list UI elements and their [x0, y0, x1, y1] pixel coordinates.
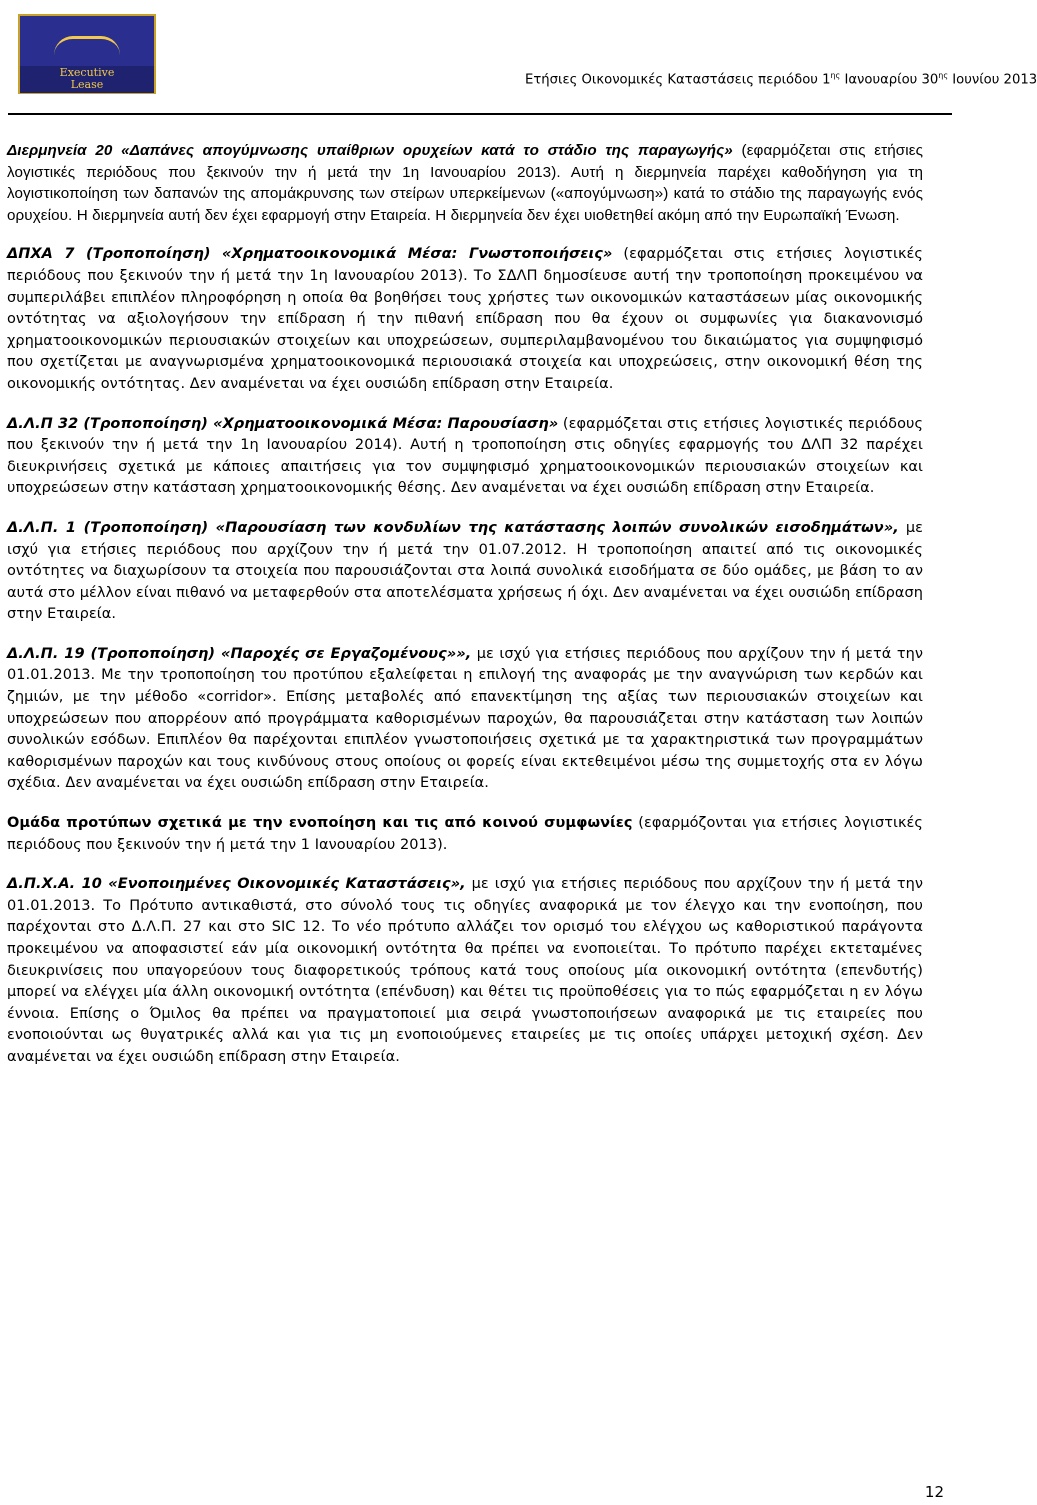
- paragraph-ifrs-7: ΔΠΧΑ 7 (Τροποποίηση) «Χρηματοοικονομικά Μέσα: Γνωστοποιήσεις» (εφαρμόζεται στις ετήσιες λογιστικές περιόδους που ξεκινούν την ή μετά την 1η Ιανουαρίου 2013). Το ΣΔΛΠ δημοσίευσε αυτή την τροποποίηση προκειμένου να συμπεριλάβει επιπλέον πληροφόρηση η οποία θα βοηθήσει τους χρήστες των οικονομικών καταστάσεων μίας οικονομικής οντότητας να αξιολογήσουν την επίδραση ή την πιθανή επίδραση που θα έχουν οι συμφωνίες για διακανονισμό χρηματοοικονομικών περιουσιακών στοιχείων και υποχρεώσεων, συμπεριλαμβανομένου του δικαιώματος για συμψηφισμό που σχετίζεται με αναγνωρισμένα χρηματοοικονομικά περιουσιακά στοιχεία και υποχρεώσεις, στην οικονομική θέση της οικονομικής οντότητας. Δεν αναμένεται να έχει ουσιώδη επίδραση στην Εταιρεία.: [7, 246, 923, 392]
- paragraph-ias-19: Δ.Λ.Π. 19 (Τροποποίηση) «Παροχές σε Εργαζομένους»», με ισχύ για ετήσιες περιόδους που αρχίζουν την ή μετά την 01.01.2013. Με την τροποποίηση του προτύπου εξαλείφεται η επιλογή της αναφοράς με την αναγνώριση των κερδών και ζημιών, με την μέθοδο «corridor». Επίσης μεταβολές από επανεκτίμηση της αξίας των περιουσιακών στοιχείων και υποχρεώσεων που απορρέουν από προγράμματα καθορισμένων παροχών, θα παρουσιάζεται στην κατάσταση των λοιπών συνολικών εσόδων. Επιπλέον θα παρέχονται επιπλέον γνωστοποιήσεις σχετικά με τα χαρακτηριστικά των προγραμμάτων καθορισμένων παροχών και τους κινδύνους στους οποίους οι φορείς είναι εκτεθειμένοι μέσω της συμμετοχής στα εν λόγω σχέδια. Δεν αναμένεται να έχει ουσιώδη επίδραση στην Εταιρεία.: [7, 645, 924, 792]
- paragraph-ifrs-10: Δ.Π.Χ.Α. 10 «Ενοποιημένες Οικονομικές Καταστάσεις», με ισχύ για ετήσιες περιόδους που αρχίζουν την ή μετά την 01.01.2013. Το Πρότυπο αντικαθιστά, στο σύνολό τους τις οδηγίες αναφορικά με τον έλεγχο και την ενοποίηση, που παρέχονται στο Δ.Λ.Π. 27 και στο SIC 12. Το νέο πρότυπο αλλάζει τον ορισμό του ελέγχου ως καθοριστικού παράγοντα προκειμένου να αποφασιστεί εάν μία οικονομική οντότητα θα πρέπει να ενοποιείται. Το πρότυπο παρέχει εκτεταμένες διευκρινίσεις που υπαγορεύουν τους διαφορετικούς τρόπους κατά τους οποίους μία οικονομική οντότητα (επενδυτής) μπορεί να ελέγχει μία άλλη οικονομική οντότητα (επένδυση) και θέτει τις προϋποθέσεις για το πώς εφαρμόζεται η εν λόγω έννοια. Επίσης ο Όμιλος θα πρέπει να πραγματοποιεί μια σειρά γνωστοποιήσεων αναφορικά με τις εταιρείες που ενοποιούνται ως θυγατρικές αλλά και για τις μη ενοποιούμενες εταιρείες με τις οποίες υπάρχει μετοχική σχέση. Δεν αναμένεται να έχει ουσιώδη επίδραση στην Εταιρεία.: [7, 876, 923, 1065]
- paragraph-consolidation-group: Ομάδα προτύπων σχετικά με την ενοποίηση και τις από κοινού συμφωνίες (εφαρμόζονται για ετήσιες λογιστικές περιόδους που ξεκινούν την ή μετά την 1 Ιανουαρίου 2013).: [7, 815, 923, 853]
- paragraph-ias-1: Δ.Λ.Π. 1 (Τροποποίηση) «Παρουσίαση των κονδυλίων της κατάστασης λοιπών συνολικών εισοδημάτων», με ισχύ για ετήσιες περιόδους που αρχίζουν την ή μετά την 01.07.2012. Η τροποποίηση απαιτεί από τις οικονομικές οντότητες να διαχωρίσουν τα στοιχεία που παρουσιάζονται στα λοιπά συνολικά εισοδήματα σε δύο ομάδες, με βάση το αν αυτά στο μέλλον είναι πιθανό να μεταφερθούν στα αποτελέσματα χρήσεως ή όχι. Δεν αναμένεται να έχει ουσιώδη επίδραση στην Εταιρεία.: [7, 519, 924, 623]
- logo-text: Executive Lease: [20, 66, 154, 93]
- paragraph-ias-32: Δ.Λ.Π 32 (Τροποποίηση) «Χρηματοοικονομικά Μέσα: Παρουσίαση» (εφαρμόζεται στις ετήσιες λογιστικές περιόδους που ξεκινούν την ή μετά την 1η Ιανουαρίου 2014). Αυτή η τροποποίηση στις οδηγίες εφαρμογής του ΔΛΠ 32 παρέχει διευκρινήσεις σχετικά με κάποιες απαιτήσεις για τον συμψηφισμό χρηματοοικονομικών περιουσιακών στοιχείων και υποχρεώσεων στην κατάσταση χρηματοοικονομικής θέσης. Δεν αναμένεται να έχει ουσιώδη επίδραση στην Εταιρεία.: [7, 415, 924, 497]
- paragraph-ifric-20: Διερμηνεία 20 «Δαπάνες απογύμνωσης υπαίθριων ορυχείων κατά το στάδιο της παραγωγής» (εφαρμόζεται στις ετήσιες λογιστικές περιόδους που ξεκινούν την ή μετά την 1η Ιανουαρίου 2013). Αυτή η διερμηνεία παρέχει καθοδήγηση για τη λογιστικοποίηση των δαπανών της απομάκρυνσης των στείρων υπερκείμενων («απογύμνωση») κατά το στάδιο της παραγωγής ενός ορυχείου. Η διερμηνεία αυτή δεν έχει εφαρμογή στην Εταιρεία. Η διερμηνεία δεν έχει υιοθετηθεί ακόμη από την Ευρωπαϊκή Ένωση.: [7, 142, 924, 224]
- document-body: [7, 140, 923, 1087]
- company-logo: [18, 14, 156, 94]
- header-divider: [8, 113, 952, 115]
- car-outline-icon: [54, 36, 120, 55]
- page-header: Ετήσιες Οικονομικές Καταστάσεις περιόδου $1^{\eta\varsigma}$ Ιανουαρίου $30^{\eta\varsigma}$ Ιουνίου 2013: [525, 71, 1037, 88]
- page-number: 12: [924, 1483, 944, 1501]
